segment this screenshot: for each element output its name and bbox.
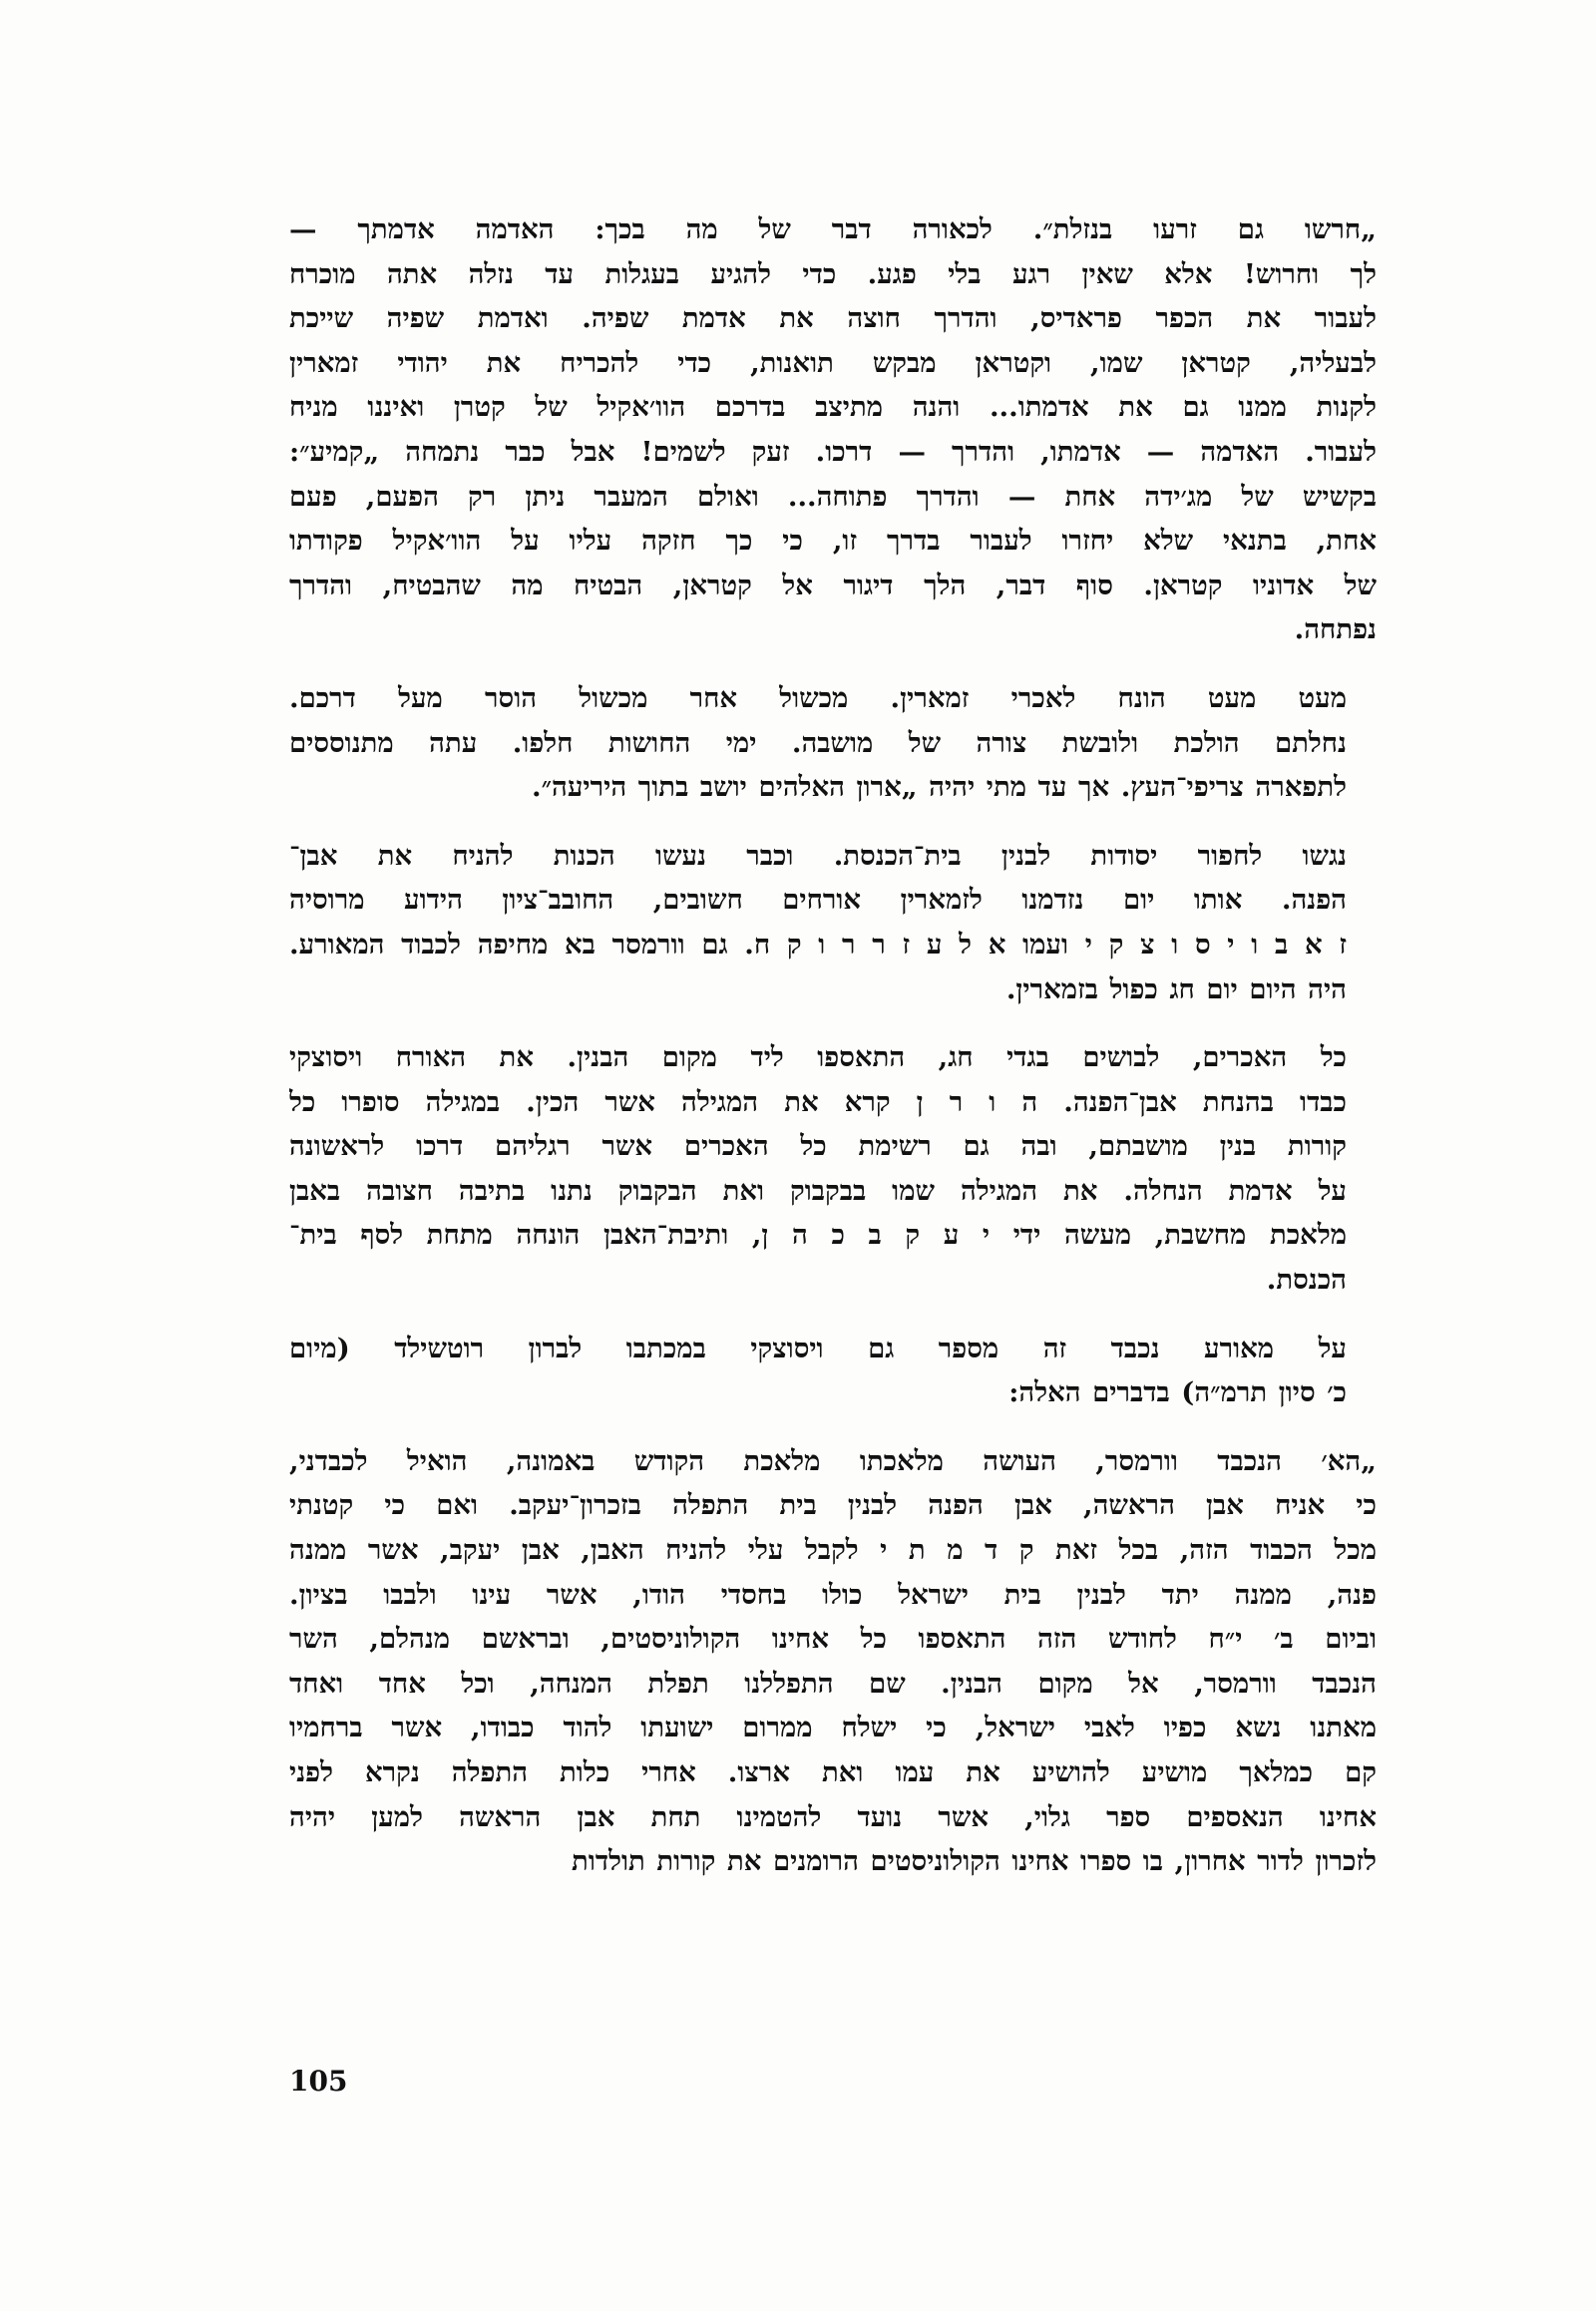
page-number: 105 <box>289 2065 348 2098</box>
text-line: וביום ב׳ י״ח לחודש הזה התאספו כל אחינו הקולוניסטים, ובראשם מנהלם, השר <box>289 1623 1377 1656</box>
text-line: הכנסת. <box>1266 1264 1347 1297</box>
text-line: אחת, בתנאי שלא יחזרו לעבור בדרך זו, כי כך חזקה עליו על הוו׳אקיל פקודתו <box>289 525 1377 558</box>
text-line: על אדמת הנחלה. את המגילה שמו בבקבוק ואת הבקבוק נתנו בתיבה חצובה באבן <box>289 1174 1347 1207</box>
paragraph <box>289 1327 1377 1415</box>
text-line: היה היום יום חג כפול בזמארין. <box>1005 972 1347 1005</box>
text-line: מלאכת מחשבת, מעשה ידי י ע ק ב כ ה ן, ותיבת־האבן הונחה מתחת לסף בית־ <box>289 1219 1347 1252</box>
text-line: של אדוניו קטראן. סוף דבר, הלך דיגור אל קטראן, הבטיח מה שהבטיח, והדרך <box>289 569 1377 601</box>
text-line: „הא׳ הנכבד וורמסר, העושה מלאכתו מלאכת הקודש באמונה, הואיל לכבדני, <box>289 1444 1377 1477</box>
text-line: בקשיש של מג׳ידה אחת — והדרך פתוחה... ואולם המעבר ניתן רק הפעם, פעם <box>289 480 1377 513</box>
text-line: לעבור את הכפר פראדיס, והדרך חוצה את אדמת שפיה. ואדמת שפיה שייכת <box>289 302 1377 335</box>
text-line: לתפארה צריפי־העץ. אך עד מתי יהיה „ארון האלהים יושב בתוך היריעה״. <box>532 771 1347 804</box>
text-line: כל האכרים, לבושים בגדי חג, התאספו ליד מקום הבנין. את האורח ויסוצקי <box>289 1041 1347 1074</box>
text-line: מעט מעט הונח לאכרי זמארין. מכשול אחר מכשול הוסר מעל דרכם. <box>289 681 1347 714</box>
text-line: ז א ב ו י ס ו צ ק י ועמו א ל ע ז ר ר ו ק ח. גם וורמסר בא מחיפה לכבוד המאורע. <box>289 928 1347 961</box>
text-line: על מאורע נכבד זה מספר גם ויסוצקי במכתבו לברון רוטשילד (מיום <box>289 1332 1347 1364</box>
paragraph <box>289 834 1377 1011</box>
text-line: קורות בנין מושבתם, ובה גם רשימת כל האכרים אשר רגליהם דרכו לראשונה <box>289 1130 1347 1163</box>
body-text <box>289 207 1377 1884</box>
text-line: נגשו לחפור יסודות לבנין בית־הכנסת. וכבר נעשו הכנות להניח את אבן־ <box>289 839 1347 872</box>
text-line: לקנות ממנו גם את אדמתו... והנה מתיצב בדרכם הוו׳אקיל של קטרן ואיננו מניח <box>289 391 1377 424</box>
text-line: הפנה. אותו יום נזדמנו לזמארין אורחים חשובים, החובב־ציון הידוע מרוסיה <box>289 884 1347 917</box>
text-line: כי אניח אבן הראשה, אבן הפנה לבנין בית התפלה בזכרון־יעקב. ואם כי קטנתי <box>289 1489 1377 1522</box>
text-line: כ׳ סיון תרמ״ה) בדברים האלה: <box>1008 1376 1347 1409</box>
text-line: הנכבד וורמסר, אל מקום הבנין. שם התפללנו תפלת המנחה, וכל אחד ואחד <box>289 1667 1377 1700</box>
paragraph <box>289 1439 1377 1884</box>
text-line: לזכרון לדור אחרון, בו ספרו אחינו הקולוניסטים הרומנים את קורות תולדות <box>572 1845 1377 1878</box>
text-line: נחלתם הולכת ולובשת צורה של מושבה. ימי החושות חלפו. עתה מתנוססים <box>289 726 1347 759</box>
text-line: לעבור. האדמה — אדמתו, והדרך — דרכו. זעק לשמים! אבל כבר נתמחה „קמיע״: <box>289 435 1377 468</box>
text-line: לבעליה, קטראן שמו, וקטראן מבקש תואנות, כדי להכריח את יהודי זמארין <box>289 346 1377 379</box>
text-line: כבדו בהנחת אבן־הפנה. ה ו ר ן קרא את המגילה אשר הכין. במגילה סופרו כל <box>289 1085 1347 1118</box>
paragraph <box>289 676 1377 810</box>
text-line: „חרשו גם זרעו בנזלת״. לכאורה דבר של מה בכך: האדמה אדמתך — <box>289 213 1377 245</box>
text-line: מכל הכבוד הזה, בכל זאת ק ד מ ת י לקבל עלי להניח האבן, אבן יעקב, אשר ממנה <box>289 1534 1377 1567</box>
paragraph <box>289 1035 1377 1303</box>
text-line: לך וחרוש! אלא שאין רגע בלי פגע. כדי להגיע בעגלות עד נזלה אתה מוכרח <box>289 257 1377 290</box>
text-line: אחינו הנאספים ספר גלוי, אשר נועד להטמינו תחת אבן הראשה למען יהיה <box>289 1800 1377 1833</box>
text-line: מאתנו נשא כפיו לאבי ישראל, כי ישלח ממרום ישועתו להוד כבודו, אשר ברחמיו <box>289 1712 1377 1744</box>
text-line: נפתחה. <box>1294 613 1377 646</box>
text-line: קם כמלאך מושיע להושיע את עמו ואת ארצו. אחרי כלות התפלה נקרא לפני <box>289 1756 1377 1788</box>
paragraph <box>289 207 1377 652</box>
text-line: פנה, ממנה יתד לבנין בית ישראל כולו בחסדי הודו, אשר עינו ולבבו בציון. <box>289 1578 1377 1611</box>
